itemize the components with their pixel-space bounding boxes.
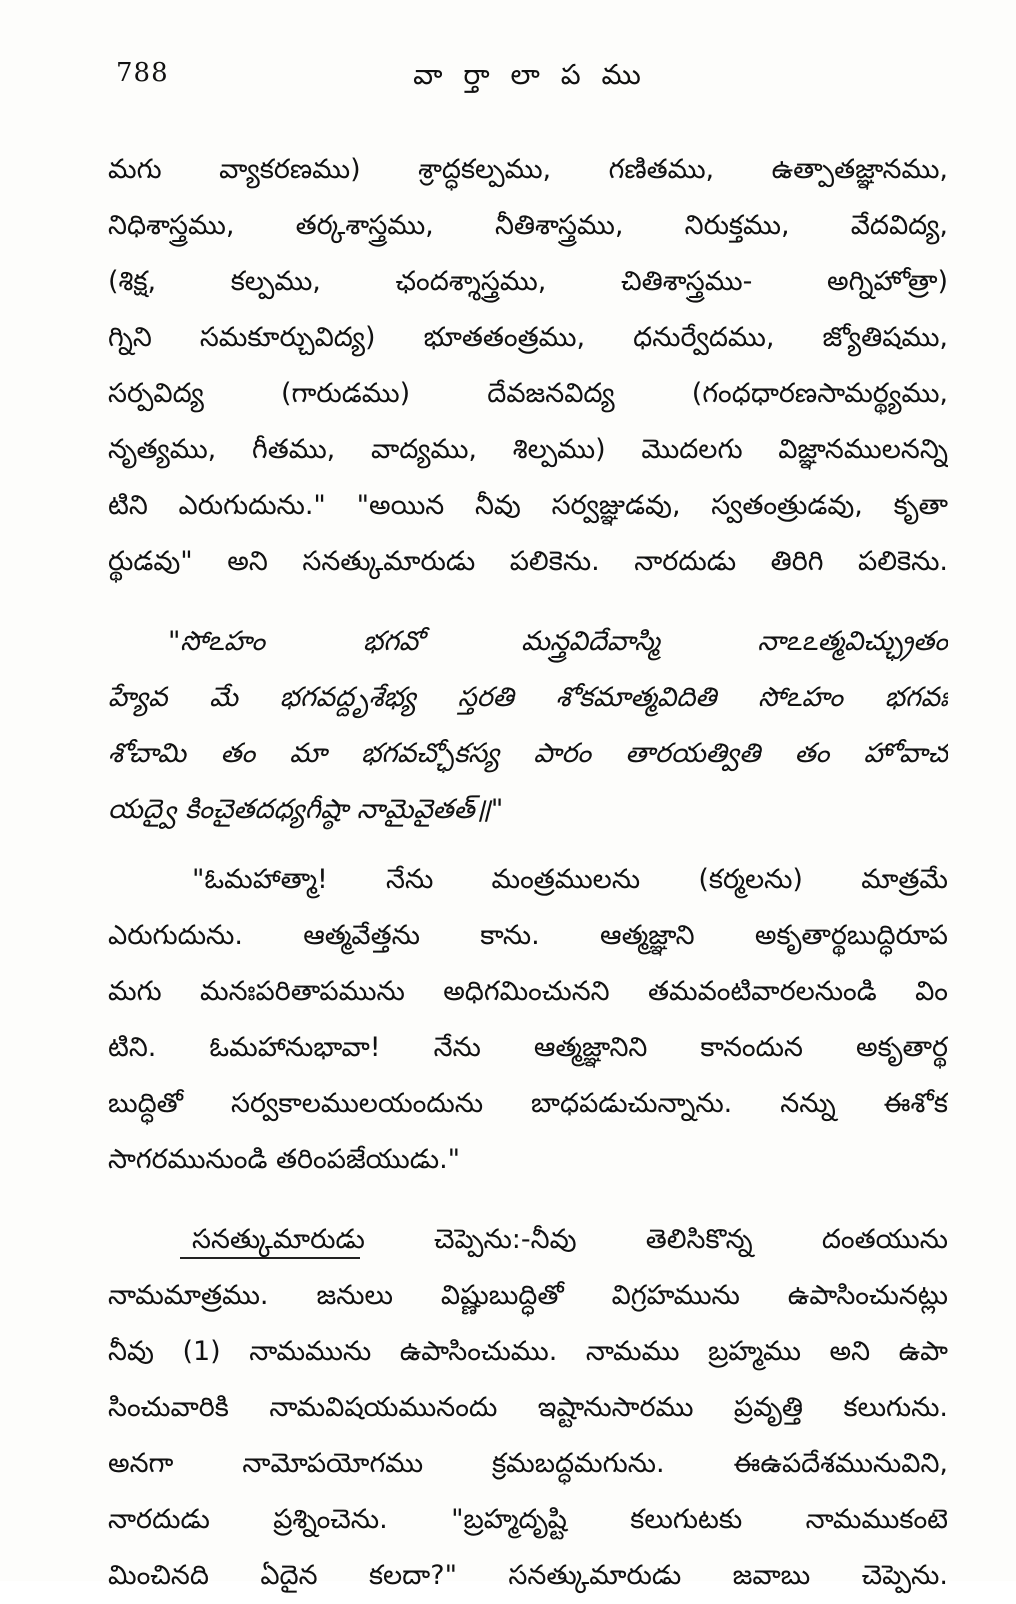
text-line: ఎరుగుదును. ఆత్మవేత్తను కాను. ఆత్మజ్ఞాని అకృతార్థబుద్ధిరూప <box>108 920 948 951</box>
text-line: సనత్కుమారుడు చెప్పెను:-నీవు తెలిసికొన్న దంతయును <box>192 1224 948 1255</box>
text-line: మించినది ఏదైన కలదా?" సనత్కుమారుడు జవాబు చెప్పెను. <box>108 1560 948 1591</box>
text-line: నృత్యము, గీతము, వాద్యము, శిల్పము) మొదలగు విజ్ఞానములనన్ని <box>108 434 948 465</box>
text-line: యద్వై కించైతదధ్యగీష్ఠా నామైవైతత్॥" <box>108 794 504 825</box>
text-line: సాగరమునుండి తరింపజేయుడు." <box>108 1144 461 1175</box>
text-line: శోచామి తం మా భగవచ్ఛోకస్య పారం తారయత్వితి తం హోవాచ <box>108 738 948 769</box>
text-line: బుద్ధితో సర్వకాలములయందును బాధపడుచున్నాను. నన్ను ఈశోక <box>108 1088 948 1119</box>
footnote-underline <box>180 1257 360 1259</box>
text-line: (శిక్ష, కల్పము, ఛందశ్శాస్త్రము, చితిశాస్త్రము- అగ్నిహోత్రా) <box>108 266 948 297</box>
text-line: సించువారికి నామవిషయమునందు ఇష్టానుసారము ప్రవృత్తి కలుగును. <box>108 1392 948 1423</box>
page-header <box>100 58 960 108</box>
text-line: సర్పవిద్య (గారుడము) దేవజనవిద్య (గంధధారణసామర్థ్యము, <box>108 378 948 409</box>
paragraph <box>108 852 948 1188</box>
text-line: టిని ఎరుగుదును." "అయిన నీవు సర్వజ్ఞుడవు, స్వతంత్రుడవు, కృతా <box>108 490 948 521</box>
paragraph <box>108 142 948 590</box>
text-line: మగు మనఃపరితాపమును అధిగమించునని తమవంటివారలనుండి విం <box>108 976 948 1007</box>
paragraph <box>108 1212 948 1604</box>
text-line: నామమాత్రము. జనులు విష్ణుబుద్ధితో విగ్రహమును ఉపాసించునట్లు <box>108 1280 948 1311</box>
text-line: ర్థుడవు" అని సనత్కుమారుడు పలికెను. నారదుడు తిరిగి పలికెను. <box>108 546 948 577</box>
text-line: నీవు (1) నామమును ఉపాసించుము. నామము బ్రహ్మము అని ఉపా <box>108 1336 948 1367</box>
text-line: "సోఽహం భగవో మన్త్రవిదేవాస్మి నాఽఽత్మవిచ్ఛ్రుతం <box>168 626 948 657</box>
text-line: టిని. ఓమహానుభావా! నేను ఆత్మజ్ఞానిని కానందున అకృతార్థ <box>108 1032 948 1063</box>
running-title: వా ర్తా లా ప ము <box>413 58 647 91</box>
page-number: 788 <box>116 58 169 88</box>
text-line: గ్నిని సమకూర్చువిద్య) భూతతంత్రము, ధనుర్వేదము, జ్యోతిషము, <box>108 322 948 353</box>
text-line: నారదుడు ప్రశ్నించెను. "బ్రహ్మదృష్టి కలుగుటకు నామముకంటె <box>108 1504 948 1535</box>
text-line: అనగా నామోపయోగము క్రమబద్ధమగును. ఈఉపదేశమునువిని, <box>108 1448 948 1479</box>
sanskrit-quote <box>108 614 948 838</box>
body-text <box>108 142 948 1604</box>
text-line: హ్యేవ మే భగవద్దృశేభ్య స్తరతి శోకమాత్మవిదితి సోఽహం భగవః <box>108 682 948 713</box>
text-line: మగు వ్యాకరణము) శ్రాద్ధకల్పము, గణితము, ఉత్పాతజ్ఞానము, <box>108 154 948 185</box>
text-line: "ఓమహాత్మా! నేను మంత్రములను (కర్మలను) మాత్రమే <box>192 864 948 895</box>
text-line: నిధిశాస్త్రము, తర్కశాస్త్రము, నీతిశాస్త్రము, నిరుక్తము, వేదవిద్య, <box>108 210 948 241</box>
